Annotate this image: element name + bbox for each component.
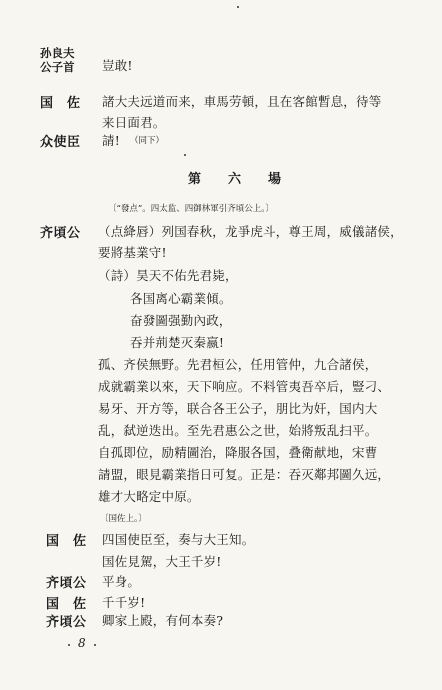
speaker-sun-liangfu: 孙良夫 — [40, 46, 75, 60]
verse-intro: （詩）昊天不佑先君毙， — [98, 268, 238, 283]
speaker-guo-zuo: 国 佐 — [46, 534, 87, 549]
page-number-dot-right — [94, 644, 96, 646]
dialogue-text: 易牙、开方等，联合各王公子，朋比为奸，国内大 — [98, 401, 378, 416]
verse-line: 奋發圖强勤內政， — [130, 313, 232, 328]
dialogue-text: 成就霸業以來，天下响应。不料管夷吾卒后，豎刁、 — [98, 379, 391, 394]
speaker-qi-qinggong: 齐頃公 — [46, 576, 87, 591]
verse-line: 各国离心霸業傾。 — [130, 291, 232, 306]
page-number: 8 — [78, 636, 86, 650]
speaker-qi-qinggong: 齐頃公 — [46, 615, 87, 630]
dialogue-text: 千千岁! — [102, 595, 146, 610]
speaker-envoys: 众使臣 — [40, 135, 81, 150]
print-speck — [237, 6, 239, 8]
dialogue-text: （点絳唇）列国春秋，龙爭虎斗，尊王周，威儀諸侯， — [98, 224, 403, 239]
speaker-guo-zuo: 国 佐 — [46, 597, 87, 612]
dialogue-text: 乱，弑逆迭出。至先君惠公之世，始將叛乱扫平。 — [98, 423, 378, 438]
dialogue-text: 諸大夫远道而来，車馬劳頓，且在客館暫息，待等 — [102, 94, 382, 109]
dialogue-text: 豈敢! — [102, 58, 133, 73]
stage-direction: 〔国佐上。〕 — [100, 514, 147, 524]
dialogue-text: 雄才大略定中原。 — [98, 489, 200, 504]
stage-note: （同下） — [130, 136, 165, 146]
dialogue-text: 平身。 — [102, 574, 141, 589]
dialogue-text: 来日面君。 — [102, 115, 166, 130]
dialogue-text: 四国使臣至，奏与大王知。 — [102, 532, 255, 547]
dialogue-text: 要將基業守! — [98, 245, 167, 260]
dialogue-text: 孤、齐侯無野。先君桓公，任用管仲，九合諸侯， — [98, 357, 378, 372]
stage-direction: 〔“發点”。四太监、四御林軍引齐頃公上。〕 — [108, 204, 274, 214]
speaker-guo-zuo: 国 佐 — [40, 96, 81, 111]
dialogue-text: 請盟，眼見霸業指日可复。正是：吞灭鄰邦圖久远， — [98, 467, 391, 482]
dialogue-text: 国佐見駕，大王千岁! — [102, 554, 222, 569]
speaker-qi-qinggong: 齐頃公 — [40, 226, 81, 241]
verse-line: 吞并荊楚灭秦嬴! — [130, 335, 225, 350]
dialogue-text: 自孤即位，励精圖治，降服各国，叠衛献地，宋曹 — [98, 445, 378, 460]
speaker-gongzi-shou: 公子首 — [40, 60, 75, 74]
dialogue-text: 卿家上殿，有何本奏? — [102, 613, 224, 628]
dialogue-text: 請! — [102, 133, 120, 148]
scene-title: 第 六 場 — [188, 172, 289, 187]
page-number-dot-left — [68, 644, 70, 646]
print-speck — [184, 154, 186, 156]
